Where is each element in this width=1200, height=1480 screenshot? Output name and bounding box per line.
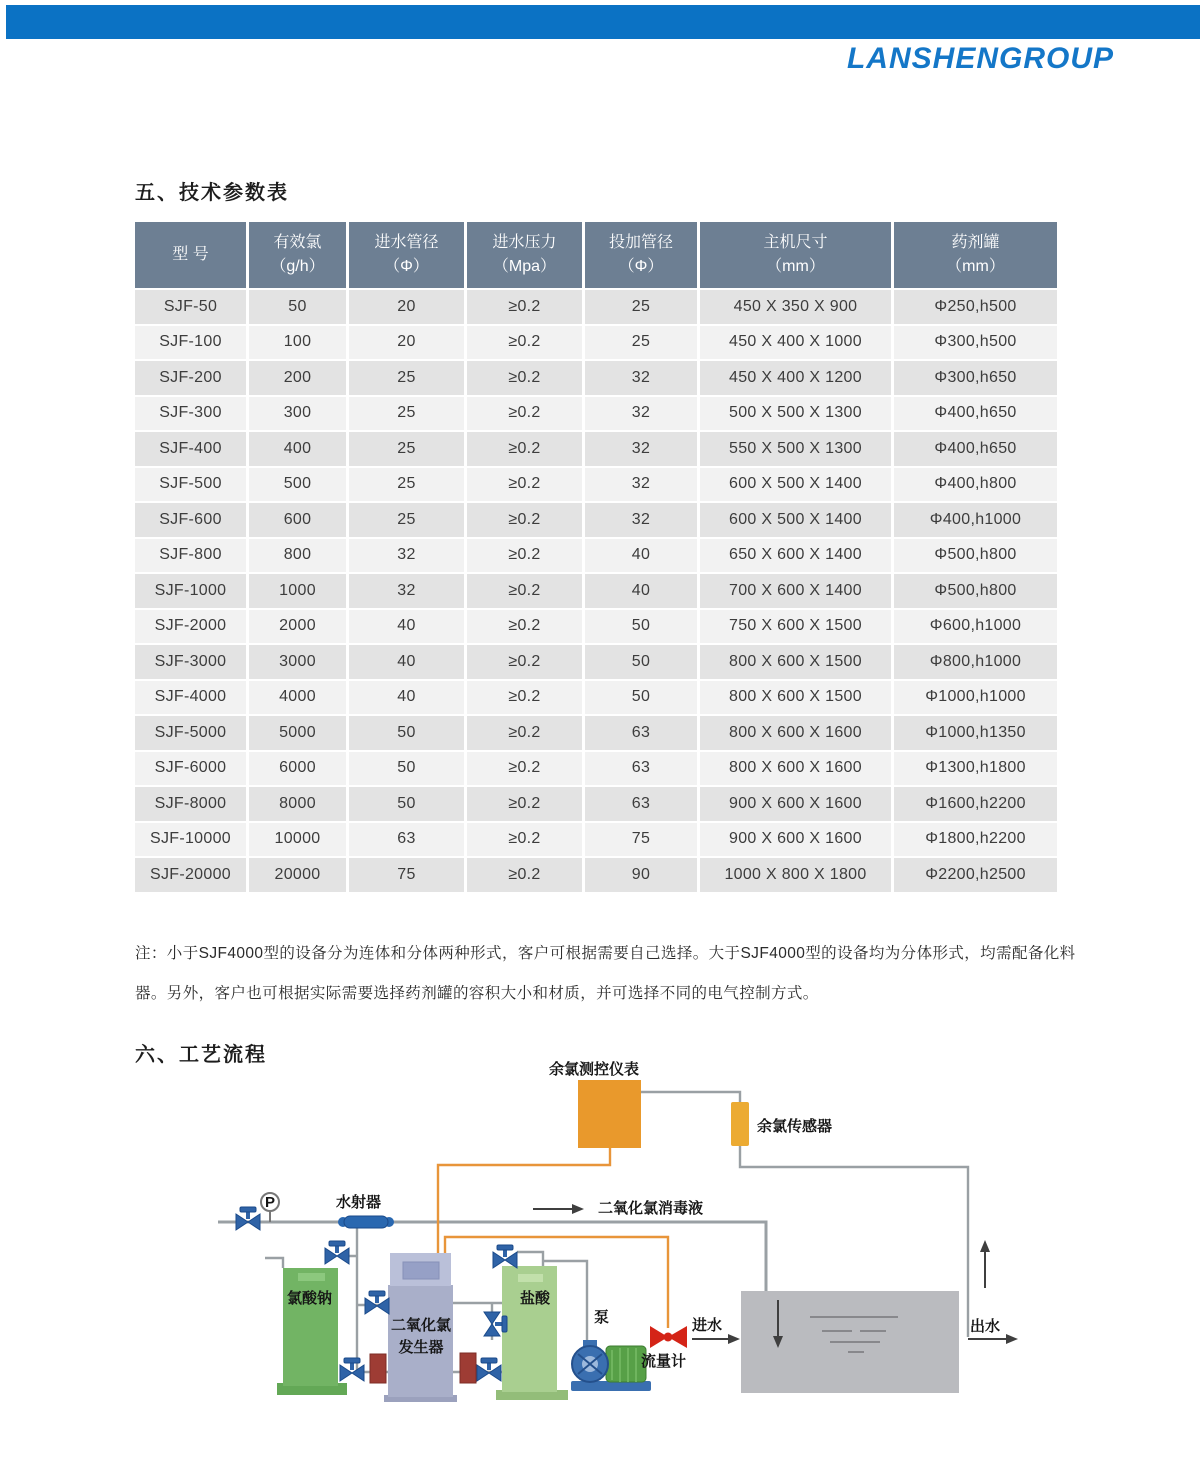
table-cell: 25 xyxy=(585,290,697,324)
table-cell: 32 xyxy=(585,432,697,466)
residual-chlorine-sensor xyxy=(731,1102,749,1146)
section-title-process: 六、工艺流程 xyxy=(135,1044,267,1066)
table-row xyxy=(135,858,1057,892)
table-cell: SJF-400 xyxy=(135,432,246,466)
table-cell: 900 X 600 X 1600 xyxy=(700,787,891,821)
hcl-label: 盐酸 xyxy=(520,1290,551,1307)
water-injector xyxy=(338,1216,394,1228)
table-cell: Φ400,h800 xyxy=(894,468,1057,502)
metering-pump-right xyxy=(460,1353,476,1383)
gauge-letter: P xyxy=(264,1194,276,1211)
sample-up-arrow xyxy=(980,1240,990,1288)
table-cell: ≥0.2 xyxy=(467,752,582,786)
table-row xyxy=(135,432,1057,466)
generator-left-valve-icon xyxy=(365,1291,389,1314)
table-cell: 400 xyxy=(249,432,346,466)
table-cell: 32 xyxy=(585,503,697,537)
table-cell: 90 xyxy=(585,858,697,892)
table-cell: 25 xyxy=(349,432,464,466)
flow-direction-arrow xyxy=(533,1204,584,1214)
table-cell: 20 xyxy=(349,326,464,360)
table-row xyxy=(135,823,1057,857)
table-cell: Φ400,h650 xyxy=(894,432,1057,466)
table-cell: SJF-3000 xyxy=(135,645,246,679)
table-cell: 50 xyxy=(585,610,697,644)
table-row xyxy=(135,397,1057,431)
table-cell: 25 xyxy=(585,326,697,360)
hcl-top-pipe xyxy=(517,1252,543,1267)
naclo3-vent-pipe xyxy=(265,1258,283,1268)
table-cell: 50 xyxy=(249,290,346,324)
table-cell: 300 xyxy=(249,397,346,431)
table-cell: Φ1000,h1000 xyxy=(894,681,1057,715)
dosing-valve-left-icon xyxy=(340,1358,364,1381)
mid-valve-icon xyxy=(484,1312,507,1336)
instrument-generator-line xyxy=(438,1148,610,1255)
table-cell: 20000 xyxy=(249,858,346,892)
table-cell: 63 xyxy=(585,716,697,750)
table-row xyxy=(135,645,1057,679)
table-cell: Φ1300,h1800 xyxy=(894,752,1057,786)
table-cell: 25 xyxy=(349,361,464,395)
table-cell: SJF-2000 xyxy=(135,610,246,644)
instrument-label: 余氯测控仪表 xyxy=(549,1061,640,1078)
table-cell: ≥0.2 xyxy=(467,645,582,679)
injector-label: 水射器 xyxy=(336,1194,382,1211)
table-cell: SJF-4000 xyxy=(135,681,246,715)
table-cell: 450 X 400 X 1000 xyxy=(700,326,891,360)
table-row xyxy=(135,539,1057,573)
top-blue-bar xyxy=(6,5,1200,39)
table-cell: Φ250,h500 xyxy=(894,290,1057,324)
table-cell: ≥0.2 xyxy=(467,716,582,750)
generator-label-line2: 发生器 xyxy=(398,1339,444,1356)
table-cell: ≥0.2 xyxy=(467,361,582,395)
table-cell: 600 X 500 X 1400 xyxy=(700,468,891,502)
water-out-arrow xyxy=(968,1334,1018,1344)
table-cell: 40 xyxy=(585,539,697,573)
table-column-header: 药剂罐 （mm） xyxy=(894,222,1057,288)
table-cell: ≥0.2 xyxy=(467,823,582,857)
table-cell: Φ2200,h2500 xyxy=(894,858,1057,892)
table-cell: SJF-50 xyxy=(135,290,246,324)
dosing-line-label: 二氧化氯消毒液 xyxy=(598,1200,704,1217)
table-cell: 50 xyxy=(585,645,697,679)
table-row xyxy=(135,787,1057,821)
table-cell: 25 xyxy=(349,468,464,502)
table-cell: 700 X 600 X 1400 xyxy=(700,574,891,608)
table-cell: 50 xyxy=(349,787,464,821)
table-column-header: 进水管径 （Φ） xyxy=(349,222,464,288)
table-cell: 32 xyxy=(585,397,697,431)
table-cell: SJF-300 xyxy=(135,397,246,431)
table-row xyxy=(135,503,1057,537)
table-cell: 3000 xyxy=(249,645,346,679)
table-cell: Φ400,h650 xyxy=(894,397,1057,431)
table-cell: 40 xyxy=(349,645,464,679)
table-row xyxy=(135,468,1057,502)
table-cell: 10000 xyxy=(249,823,346,857)
table-cell: 450 X 400 X 1200 xyxy=(700,361,891,395)
table-cell: SJF-500 xyxy=(135,468,246,502)
table-cell: 32 xyxy=(349,574,464,608)
table-cell: 8000 xyxy=(249,787,346,821)
table-cell: 4000 xyxy=(249,681,346,715)
table-cell: ≥0.2 xyxy=(467,681,582,715)
table-row xyxy=(135,574,1057,608)
table-cell: 40 xyxy=(349,681,464,715)
table-column-header: 主机尺寸 （mm） xyxy=(700,222,891,288)
table-cell: 900 X 600 X 1600 xyxy=(700,823,891,857)
spec-table-header-row xyxy=(135,222,1057,288)
table-cell: 63 xyxy=(585,752,697,786)
table-cell: SJF-1000 xyxy=(135,574,246,608)
table-column-header: 型 号 xyxy=(135,222,246,288)
table-cell: 63 xyxy=(585,787,697,821)
table-cell: 25 xyxy=(349,397,464,431)
table-cell: ≥0.2 xyxy=(467,574,582,608)
sensor-signal-pipe-top xyxy=(641,1092,740,1104)
table-column-header: 有效氯 （g/h） xyxy=(249,222,346,288)
naclo3-tank xyxy=(277,1268,347,1395)
table-cell: 500 xyxy=(249,468,346,502)
table-cell: SJF-20000 xyxy=(135,858,246,892)
section-title-parameters: 五、技术参数表 xyxy=(135,182,289,204)
table-cell: SJF-600 xyxy=(135,503,246,537)
table-row xyxy=(135,610,1057,644)
table-cell: 100 xyxy=(249,326,346,360)
pressure-gauge xyxy=(261,1193,279,1222)
table-cell: 50 xyxy=(349,716,464,750)
table-cell: 800 X 600 X 1500 xyxy=(700,645,891,679)
table-cell: SJF-8000 xyxy=(135,787,246,821)
table-cell: 1000 xyxy=(249,574,346,608)
table-cell: SJF-800 xyxy=(135,539,246,573)
naclo3-top-valve-icon xyxy=(325,1241,349,1264)
water-in-label: 进水 xyxy=(692,1317,723,1334)
table-cell: ≥0.2 xyxy=(467,397,582,431)
table-cell: 25 xyxy=(349,503,464,537)
spec-table xyxy=(132,220,1060,894)
table-cell: 75 xyxy=(349,858,464,892)
table-cell: 5000 xyxy=(249,716,346,750)
table-row xyxy=(135,681,1057,715)
table-cell: ≥0.2 xyxy=(467,468,582,502)
metering-pump-left xyxy=(370,1354,386,1383)
hcl-top-valve-icon xyxy=(493,1245,517,1268)
table-cell: 6000 xyxy=(249,752,346,786)
pump-unit xyxy=(571,1340,651,1391)
table-cell: 40 xyxy=(349,610,464,644)
table-cell: 50 xyxy=(349,752,464,786)
table-cell: 800 xyxy=(249,539,346,573)
table-row xyxy=(135,290,1057,324)
table-cell: SJF-100 xyxy=(135,326,246,360)
generator-label-line1: 二氧化氯 xyxy=(390,1317,452,1334)
table-footnote: 注：小于SJF4000型的设备分为连体和分体两种形式，客户可根据需要自己选择。大于SJF4000型的设备均为分体形式，均需配备化料器。另外，客户也可根据实际需要选择药剂罐的容积大小和材质，并可选择不同的电气控制方式。 xyxy=(135,945,1076,1002)
table-cell: 800 X 600 X 1600 xyxy=(700,716,891,750)
table-cell: 800 X 600 X 1600 xyxy=(700,752,891,786)
table-cell: Φ1800,h2200 xyxy=(894,823,1057,857)
table-cell: Φ500,h800 xyxy=(894,574,1057,608)
table-cell: ≥0.2 xyxy=(467,539,582,573)
table-cell: SJF-5000 xyxy=(135,716,246,750)
table-cell: ≥0.2 xyxy=(467,858,582,892)
dosing-valve-right-icon xyxy=(477,1358,501,1381)
table-cell: Φ1600,h2200 xyxy=(894,787,1057,821)
table-row xyxy=(135,361,1057,395)
table-cell: 800 X 600 X 1500 xyxy=(700,681,891,715)
table-cell: Φ300,h500 xyxy=(894,326,1057,360)
table-cell: ≥0.2 xyxy=(467,610,582,644)
table-cell: 32 xyxy=(585,468,697,502)
table-cell: ≥0.2 xyxy=(467,432,582,466)
table-cell: 50 xyxy=(585,681,697,715)
table-cell: 63 xyxy=(349,823,464,857)
table-column-header: 投加管径 （Φ） xyxy=(585,222,697,288)
table-row xyxy=(135,716,1057,750)
table-cell: 650 X 600 X 1400 xyxy=(700,539,891,573)
water-tank xyxy=(741,1291,959,1393)
table-cell: 20 xyxy=(349,290,464,324)
table-cell: Φ1000,h1350 xyxy=(894,716,1057,750)
flow-meter-icon xyxy=(650,1326,687,1348)
sensor-label: 余氯传感器 xyxy=(757,1118,833,1135)
table-row xyxy=(135,326,1057,360)
flow-meter-label: 流量计 xyxy=(641,1353,687,1370)
spec-table-body xyxy=(135,290,1057,892)
table-cell: 500 X 500 X 1300 xyxy=(700,397,891,431)
table-cell: ≥0.2 xyxy=(467,787,582,821)
table-cell: 600 xyxy=(249,503,346,537)
table-cell: Φ600,h1000 xyxy=(894,610,1057,644)
table-cell: SJF-6000 xyxy=(135,752,246,786)
table-cell: Φ800,h1000 xyxy=(894,645,1057,679)
inlet-valve-icon xyxy=(236,1207,260,1230)
table-cell: SJF-200 xyxy=(135,361,246,395)
hcl-tank xyxy=(496,1266,568,1400)
spec-table-head xyxy=(135,222,1057,288)
table-cell: Φ500,h800 xyxy=(894,539,1057,573)
table-cell: 600 X 500 X 1400 xyxy=(700,503,891,537)
pump-label: 泵 xyxy=(594,1309,610,1326)
table-cell: ≥0.2 xyxy=(467,290,582,324)
table-cell: 750 X 600 X 1500 xyxy=(700,610,891,644)
table-cell: 40 xyxy=(585,574,697,608)
table-cell: 450 X 350 X 900 xyxy=(700,290,891,324)
process-flow-diagram xyxy=(0,1050,1200,1470)
water-in-arrow xyxy=(692,1334,740,1344)
water-out-label: 出水 xyxy=(970,1318,1001,1335)
table-row xyxy=(135,752,1057,786)
table-cell: 1000 X 800 X 1800 xyxy=(700,858,891,892)
table-cell: 2000 xyxy=(249,610,346,644)
table-column-header: 进水压力 （Mpa） xyxy=(467,222,582,288)
table-cell: SJF-10000 xyxy=(135,823,246,857)
table-cell: Φ300,h650 xyxy=(894,361,1057,395)
table-cell: 200 xyxy=(249,361,346,395)
table-cell: ≥0.2 xyxy=(467,503,582,537)
table-cell: 32 xyxy=(585,361,697,395)
table-cell: Φ400,h1000 xyxy=(894,503,1057,537)
table-cell: 32 xyxy=(349,539,464,573)
company-logo: LANSHENGROUP xyxy=(846,42,1114,75)
table-cell: 550 X 500 X 1300 xyxy=(700,432,891,466)
table-cell: ≥0.2 xyxy=(467,326,582,360)
table-cell: 75 xyxy=(585,823,697,857)
residual-chlorine-instrument xyxy=(578,1080,641,1148)
naclo3-label: 氯酸钠 xyxy=(287,1290,333,1307)
